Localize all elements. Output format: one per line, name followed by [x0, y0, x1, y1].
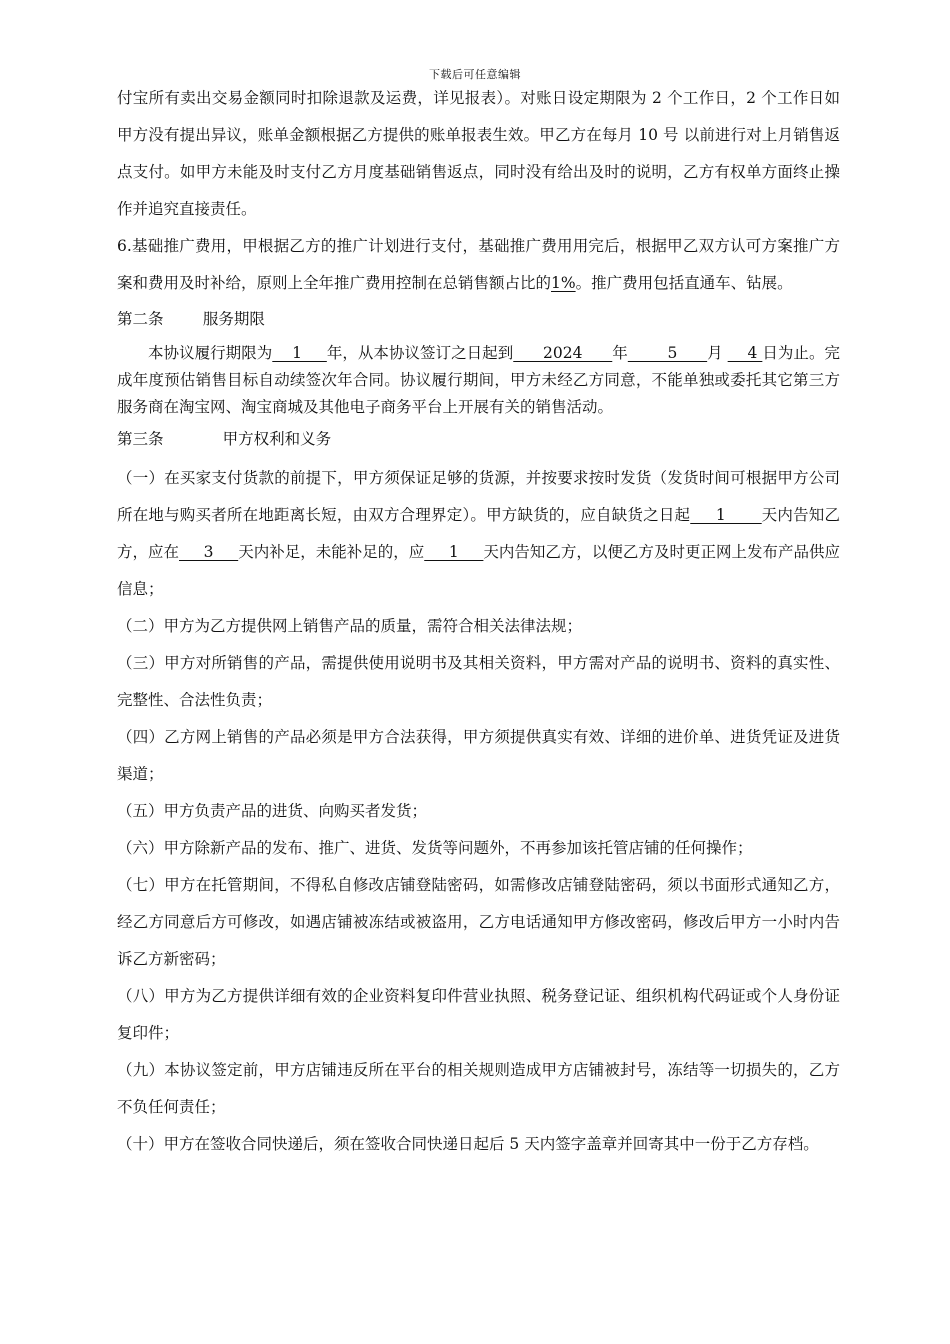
paragraph-settlement: 付宝所有卖出交易金额同时扣除退款及运费，详见报表）。对账日设定期限为 2 个工作日，2 个工作日如甲方没有提出异议，账单金额根据乙方提供的账单报表生效。甲乙方在每月 10 号 以前进行对上月销售返点支付。如甲方未能及时支付乙方月度基础销售返点，同时没有给出及时的说明，乙方有权单方面终止操作并追究直接责任。: [117, 89, 840, 218]
article-2-heading: 第二条 服务期限: [117, 310, 265, 328]
notify-days-blank: 1: [690, 506, 762, 524]
promotion-fee-text: 6.基础推广费用，甲根据乙方的推广计划进行支付，基础推广费用用完后，根据甲乙双方认可方案推广方案和费用及时补给，原则上全年推广费用控制在总销售额占比的: [117, 237, 840, 292]
term-text-5: 日为止。完成年度预估销售目标自动续签次年合同。协议履行期间，甲方未经乙方同意，不能单独或委托其它第三方服务商在淘宝网、淘宝商城及其他电子商务平台上开展有关的销售活动。: [117, 344, 840, 416]
obligation-item-7: （七）甲方在托管期间，不得私自修改店铺登陆密码，如需修改店铺登陆密码，须以书面形式通知乙方，经乙方同意后方可修改，如遇店铺被冻结或被盗用，乙方电话通知甲方修改密码，修改后甲方一小时内告诉乙方新密码；: [117, 876, 840, 968]
obligation-item-8: （八）甲方为乙方提供详细有效的企业资料复印件营业执照、税务登记证、组织机构代码证或个人身份证复印件；: [117, 987, 840, 1042]
term-text-3: 年: [612, 344, 628, 362]
term-text-1: 本协议履行期限为: [148, 344, 273, 362]
term-text-4: 月: [707, 344, 728, 362]
obligation-item-2: （二）甲方为乙方提供网上销售产品的质量，需符合相关法律法规；: [117, 617, 583, 635]
term-end-month-blank: 5: [627, 344, 708, 362]
promotion-fee-text-end: 。推广费用包括直通车、钻展。: [575, 274, 793, 292]
term-end-day-blank: 4: [727, 344, 763, 362]
article-3-heading: 第三条 甲方权利和义务: [117, 430, 332, 448]
obligation-item-6: （六）甲方除新产品的发布、推广、进货、发货等问题外，不再参加该托管店铺的任何操作；: [117, 839, 753, 857]
paragraph-promotion-fee: [117, 228, 840, 302]
term-end-year-blank: 2024: [513, 344, 613, 362]
term-text-2: 年，从本协议签订之日起到: [326, 344, 514, 362]
page-header: 下载后可任意编辑: [429, 68, 521, 81]
obligation-item-5: （五）甲方负责产品的进货、向购买者发货；: [117, 802, 428, 820]
promotion-percent: 1%: [551, 274, 576, 292]
document-body: [117, 80, 840, 1163]
term-years-blank: 1: [272, 344, 327, 362]
obligation-item-3: （三）甲方对所销售的产品，需提供使用说明书及其相关资料，甲方需对产品的说明书、资料的真实性、完整性、合法性负责；: [117, 654, 840, 709]
obligation-item-9: （九）本协议签定前，甲方店铺违反所在平台的相关规则造成甲方店铺被封号，冻结等一切损失的，乙方不负任何责任；: [117, 1061, 840, 1116]
item-1-text-1: （一）在买家支付货款的前提下，甲方须保证足够的货源，并按要求按时发货（发货时间可根据甲方公司所在地与购买者所在地距离长短，由双方合理界定）。甲方缺货的，应自缺货之日起: [117, 469, 840, 524]
item-1-text-2: 天内告知乙方，应在: [117, 506, 840, 561]
restock-days-blank: 3: [179, 543, 239, 561]
obligation-item-4: （四）乙方网上销售的产品必须是甲方合法获得，甲方须提供真实有效、详细的进价单、进货凭证及进货渠道；: [117, 728, 840, 783]
obligation-item-1: [117, 460, 840, 608]
item-1-text-4: 天内告知乙方，以便乙方及时更正网上发布产品供应信息；: [117, 543, 840, 598]
shortage-notify-days-blank: 1: [424, 543, 484, 561]
paragraph-service-term: [117, 340, 840, 421]
item-1-text-3: 天内补足，未能补足的，应: [238, 543, 425, 561]
obligation-item-10: （十）甲方在签收合同快递后，须在签收合同快递日起后 5 天内签字盖章并回寄其中一份于乙方存档。: [117, 1135, 819, 1153]
